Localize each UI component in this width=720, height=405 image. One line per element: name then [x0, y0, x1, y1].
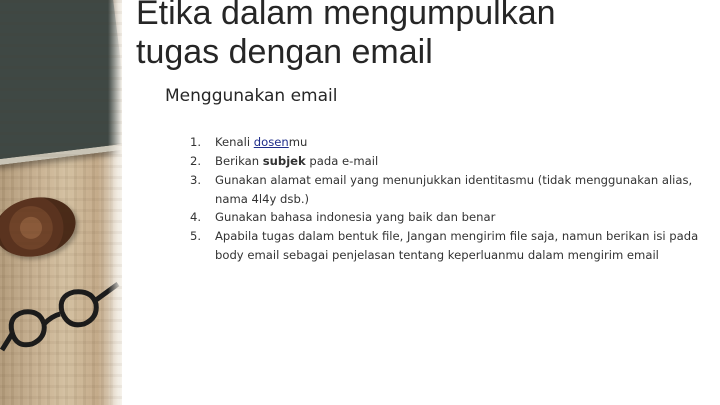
step-text: Berikan subjek pada e-mail [215, 154, 379, 168]
step-number: 5. [190, 229, 202, 243]
list-item [190, 171, 700, 208]
step-text: Gunakan alamat email yang menunjukkan identitasmu (tidak menggunakan alias, nama 4l4y dsb.) [215, 173, 693, 206]
notebook-icon [0, 0, 122, 166]
list-item [190, 152, 700, 171]
step-text: Gunakan bahasa indonesia yang baik dan benar [215, 210, 496, 224]
list-item [190, 133, 700, 152]
pinecone-icon [0, 190, 81, 264]
step-number: 2. [190, 154, 202, 168]
list-item [190, 208, 700, 227]
step-number: 4. [190, 210, 202, 224]
steps-list [190, 133, 700, 264]
slide-subtitle: Menggunakan email [165, 86, 338, 106]
eyeglasses-icon [0, 280, 122, 390]
step-number: 1. [190, 135, 202, 149]
desk-photo [0, 0, 122, 405]
step-number: 3. [190, 173, 202, 187]
list-item [190, 227, 700, 264]
slide-title: Etika dalam mengumpulkan tugas dengan email [136, 0, 556, 71]
step-text: Kenali dosenmu [215, 135, 308, 149]
photo-fade [108, 0, 122, 405]
step-text: Apabila tugas dalam bentuk file, Jangan mengirim file saja, namun berikan isi pada body email sebagai penjelasan tentang keperluanmu dalam mengirim email [215, 229, 699, 262]
dosen-link[interactable]: dosen [253, 135, 289, 149]
